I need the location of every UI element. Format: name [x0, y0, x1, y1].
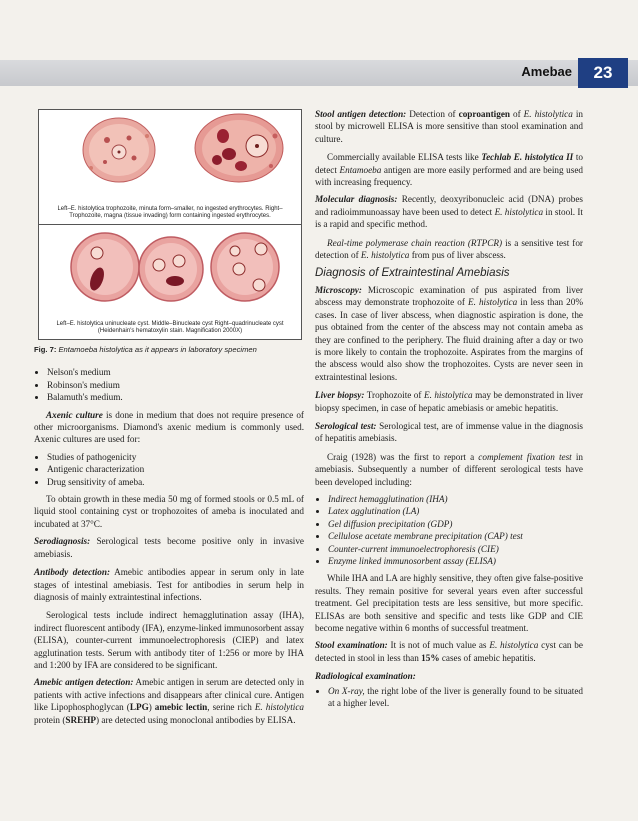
figure-panel1-caption: Left–E. histolytica trophozoite, minuta form–smaller, no ingested erythrocytes. Right–Trophozoite, magna (tissue invading) form containing ingested erythrocytes.: [57, 205, 283, 220]
section-heading: Diagnosis of Extraintestinal Amebiasis: [315, 267, 510, 280]
list-item: • Cellulose acetate membrane precipitation (CAP) test: [328, 530, 583, 542]
growth-paragraph: To obtain growth in these media 50 mg of formed stools or 0.5 mL of liquid stool containing cyst or trophozoites of ameba is inoculated and incubated at 37°C.: [34, 494, 304, 529]
list-item: • Robinson's medium: [47, 379, 304, 391]
axenic-uses-list: [34, 451, 304, 488]
serological-test-paragraph: Serological test: Serological test, are of immense value in the diagnosis of hepatitis amebiasis.: [315, 420, 583, 444]
serological-tests-list: [315, 493, 583, 567]
page-number: 23: [578, 58, 628, 88]
right-column: [315, 108, 583, 714]
left-column: [34, 105, 304, 732]
list-item: • Latex agglutination (LA): [328, 505, 583, 517]
figure-panel-trophozoites: [39, 110, 301, 225]
list-item: • Balamuth's medium.: [47, 391, 304, 403]
list-item: • On X-ray, the right lobe of the liver is generally found to be situated at a higher level.: [328, 685, 583, 710]
list-item: • Enzyme linked immunosorbent assay (ELISA): [328, 555, 583, 567]
liver-biopsy-paragraph: Liver biopsy: Trophozoite of E. histolytica may be demonstrated in liver biopsy specimen, in case of hepatic amebiasis or amebic hepatitis.: [315, 390, 583, 413]
list-item: • Antigenic characterization: [47, 463, 304, 475]
techlab-paragraph: Commercially available ELISA tests like Techlab E. histolytica II to detect Entamoeba antigen are more easily performed and are being used with increasing frequency.: [315, 152, 583, 188]
sensitivity-paragraph: While IHA and LA are highly sensitive, they often give false-positive results. They remain positive for several years even after successful treatment. Gel precipitation tests are less sensitive, but more specific. ELISAs are both sensitive and specific and tests like GDP and CIE become negative within 6 months of successful treatment.: [315, 573, 583, 634]
list-item: • Counter-current immunoelectrophoresis (CIE): [328, 543, 583, 555]
list-item: • Drug sensitivity of ameba.: [47, 476, 304, 488]
stool-examination-paragraph: Stool examination: It is not of much value as E. histolytica cyst can be detected in stool in less than 15% cases of amebic hepatitis.: [315, 640, 583, 663]
radiological-list: [315, 685, 583, 710]
list-item: • Indirect hemagglutination (IHA): [328, 493, 583, 505]
figure-panel-cysts: [39, 225, 301, 339]
antigen-detection-paragraph: Amebic antigen detection: Amebic antigen in serum are detected only in patients with active infections and disappears after clinical cure. Antigen like Lipophosphoglycan (LPG) amebic lectin, serine rich E. histolytica protein (SREHP) are detected using monoclonal antibodies by ELISA.: [34, 677, 304, 725]
list-item: • Gel diffusion precipitation (GDP): [328, 518, 583, 530]
list-item: • Nelson's medium: [47, 366, 304, 378]
radiological-heading: Radiological examination:: [315, 671, 416, 682]
figure-caption: Fig. 7: Entamoeba histolytica as it appears in laboratory specimen: [34, 345, 257, 354]
list-item: • Studies of pathogenicity: [47, 451, 304, 463]
figure-panel2-caption: Left–E. histolytica uninucleate cyst. Middle–Binucleate cyst Right–quadrinucleate cyst (Heidenhain's hematoxylin stain. Magnification 2000X): [56, 320, 284, 335]
antibody-detection-paragraph: Antibody detection: Amebic antibodies appear in serum only in late stages of intestinal amebiasis. Test for antibodies in serum help in diagnosis of mainly extraintestinal infections.: [34, 567, 305, 602]
figure-7: [38, 109, 302, 340]
molecular-diagnosis-paragraph: Molecular diagnosis: Recently, deoxyribonucleic acid (DNA) probes and radioimmunoassay have been used to detect E. histolytica in stool. It is a rapid and specific method.: [315, 194, 584, 230]
serological-tests-paragraph: Serological tests include indirect hemagglutination assay (IHA), indirect fluorescent antibody (IFA), enzyme-linked immunosorbent assay (ELISA), counter-current immunoelectrophoresis (CIEP) and latex agglutination tests. Serum with antibody titer of 1:256 or more by IHA and 1:200 by IFA are considered to be significant.: [34, 610, 304, 670]
running-header: Amebae: [521, 64, 572, 79]
craig-paragraph: Craig (1928) was the first to report a complement fixation test in amebiasis. Subsequently a number of different serological tests have been developed including:: [315, 451, 583, 487]
axenic-culture-paragraph: Axenic culture is done in medium that does not require presence of other microorganisms. Diamond's axenic medium is commonly used. Axenic cultures are used for:: [34, 409, 304, 445]
rtpcr-paragraph: Real-time polymerase chain reaction (RTPCR) is a sensitive test for detection of E. histolytica from pus of liver abscess.: [315, 237, 583, 261]
microscopy-paragraph: Microscopy: Microscopic examination of pus aspirated from liver abscess may demonstrate trophozoite of E. histolytica in less than 20% cases. In case of liver abscess, when diagnostic aspiration is done, the pus obtained from the center of the abscess may not contain ameba as they are confined to the periphery. The fluid draining after a day or two is more likely to contain the trophozoite. Aspirates from the margins of the abscess would also show the trophozoites. Cysts are never seen in extraintestinal lesions.: [315, 284, 583, 382]
stool-antigen-paragraph: Stool antigen detection: Detection of coproantigen of E. histolytica in stool by microwell ELISA is more sensitive than stool examination and culture.: [315, 109, 584, 144]
culture-media-list: [34, 366, 304, 403]
serodiagnosis-paragraph: Serodiagnosis: Serological tests become positive only in invasive amebiasis.: [34, 536, 304, 559]
